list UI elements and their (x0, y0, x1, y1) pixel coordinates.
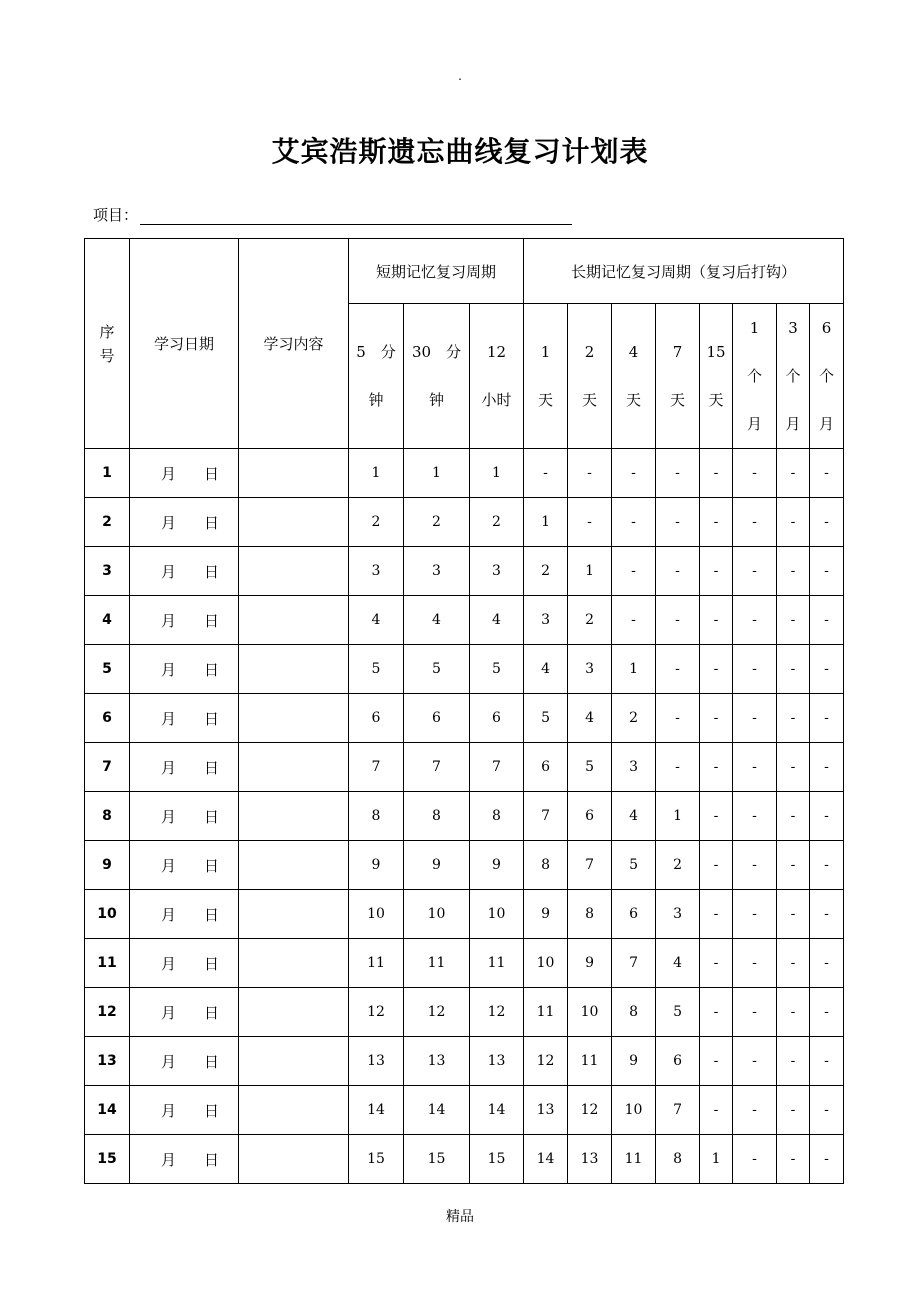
long-review-cell[interactable]: 2 (656, 841, 700, 890)
long_cols-3: 7 天 (656, 304, 700, 449)
long_cols-0: 1 天 (524, 304, 568, 449)
short-review-cell[interactable]: 7 (404, 743, 470, 792)
row-date-field[interactable] (130, 1086, 239, 1135)
long-review-cell[interactable]: - (524, 449, 568, 498)
short-review-cell[interactable]: 1 (349, 449, 404, 498)
long-review-cell[interactable]: - (700, 498, 733, 547)
long-review-cell[interactable]: 10 (612, 1086, 656, 1135)
long-review-cell[interactable]: 8 (612, 988, 656, 1037)
table-row (85, 645, 844, 694)
long-review-cell[interactable]: 13 (568, 1135, 612, 1184)
date-day-label: 日 (204, 807, 220, 826)
long-review-cell[interactable]: - (700, 645, 733, 694)
long-review-cell[interactable]: - (733, 596, 777, 645)
long-review-cell[interactable]: 10 (524, 939, 568, 988)
long-review-cell[interactable]: - (810, 988, 844, 1037)
long-review-cell[interactable]: 3 (568, 645, 612, 694)
date-day-label: 日 (204, 954, 220, 973)
row-content-field[interactable] (239, 596, 349, 645)
row-content-field[interactable] (239, 694, 349, 743)
row-date-field[interactable] (130, 1135, 239, 1184)
table-row (85, 988, 844, 1037)
long-review-cell[interactable]: - (700, 596, 733, 645)
short-review-cell[interactable]: 3 (470, 547, 524, 596)
long-review-cell[interactable]: 1 (568, 547, 612, 596)
long-review-cell[interactable]: - (700, 449, 733, 498)
long-review-cell[interactable]: - (777, 743, 810, 792)
project-label: 项目： (93, 206, 139, 224)
long-review-cell[interactable]: - (733, 939, 777, 988)
long-review-cell[interactable]: - (733, 841, 777, 890)
long_cols-2: 4 天 (612, 304, 656, 449)
long-review-cell[interactable]: - (568, 449, 612, 498)
long-review-cell[interactable]: 1 (524, 498, 568, 547)
date-day-label: 日 (204, 611, 220, 630)
long-review-cell[interactable]: 7 (524, 792, 568, 841)
long-review-cell[interactable]: 2 (524, 547, 568, 596)
long-review-cell[interactable]: - (777, 841, 810, 890)
long-review-cell[interactable]: 8 (656, 1135, 700, 1184)
table-row (85, 841, 844, 890)
date-day-label: 日 (204, 1150, 220, 1169)
long-review-cell[interactable]: 6 (568, 792, 612, 841)
long-review-cell[interactable]: 7 (612, 939, 656, 988)
long-review-cell[interactable]: 4 (568, 694, 612, 743)
short-review-cell[interactable]: 15 (404, 1135, 470, 1184)
row-content-field[interactable] (239, 890, 349, 939)
long-review-cell[interactable]: - (777, 1086, 810, 1135)
footer-text: 精品 (446, 1209, 474, 1225)
short-review-cell[interactable]: 6 (349, 694, 404, 743)
long-review-cell[interactable]: - (810, 1086, 844, 1135)
date-day-label: 日 (204, 1101, 220, 1120)
long-review-cell[interactable]: 11 (524, 988, 568, 1037)
long-review-cell[interactable]: - (733, 1037, 777, 1086)
long-review-cell[interactable]: - (777, 1135, 810, 1184)
date-month-label: 月 (160, 1150, 176, 1169)
long-review-cell[interactable]: 11 (568, 1037, 612, 1086)
page-title: 艾宾浩斯遗忘曲线复习计划表 (271, 135, 649, 168)
header-study-content: 学习内容 (239, 239, 349, 449)
short-review-cell[interactable]: 9 (349, 841, 404, 890)
long-review-cell[interactable]: - (656, 694, 700, 743)
short-review-cell[interactable]: 7 (349, 743, 404, 792)
date-day-label: 日 (204, 709, 220, 728)
short-review-cell[interactable]: 1 (404, 449, 470, 498)
short-review-cell[interactable]: 4 (404, 596, 470, 645)
date-month-label: 月 (160, 611, 176, 630)
review-plan-table (84, 238, 844, 1184)
long-review-cell[interactable]: - (656, 645, 700, 694)
date-day-label: 日 (204, 513, 220, 532)
long-review-cell[interactable]: - (733, 743, 777, 792)
row-seq: 15 (85, 1135, 130, 1184)
date-day-label: 日 (204, 660, 220, 679)
row-seq: 13 (85, 1037, 130, 1086)
long-review-cell[interactable]: 12 (568, 1086, 612, 1135)
date-month-label: 月 (160, 1052, 176, 1071)
long-review-cell[interactable]: 1 (656, 792, 700, 841)
date-day-label: 日 (204, 905, 220, 924)
table-row (85, 792, 844, 841)
long-review-cell[interactable]: - (777, 645, 810, 694)
long-review-cell[interactable]: - (700, 792, 733, 841)
row-content-field[interactable] (239, 743, 349, 792)
row-date-field[interactable] (130, 694, 239, 743)
long-review-cell[interactable]: - (777, 939, 810, 988)
long-review-cell[interactable]: 14 (524, 1135, 568, 1184)
long-review-cell[interactable]: 9 (524, 890, 568, 939)
short-review-cell[interactable]: 11 (404, 939, 470, 988)
short-review-cell[interactable]: 10 (404, 890, 470, 939)
short-review-cell[interactable]: 6 (470, 694, 524, 743)
long-review-cell[interactable]: 5 (612, 841, 656, 890)
long-review-cell[interactable]: 10 (568, 988, 612, 1037)
long-review-cell[interactable]: - (733, 1135, 777, 1184)
short-review-cell[interactable]: 8 (349, 792, 404, 841)
long-review-cell[interactable]: - (700, 1086, 733, 1135)
row-content-field[interactable] (239, 1037, 349, 1086)
row-date-field[interactable] (130, 939, 239, 988)
short-review-cell[interactable]: 14 (349, 1086, 404, 1135)
long-review-cell[interactable]: - (733, 890, 777, 939)
date-month-label: 月 (160, 758, 176, 777)
table-row (85, 939, 844, 988)
long-review-cell[interactable]: 11 (612, 1135, 656, 1184)
long-review-cell[interactable]: - (656, 547, 700, 596)
row-seq: 7 (85, 743, 130, 792)
long-review-cell[interactable]: - (733, 988, 777, 1037)
short-review-cell[interactable]: 5 (404, 645, 470, 694)
long-review-cell[interactable]: - (733, 792, 777, 841)
row-content-field[interactable] (239, 645, 349, 694)
row-date-field[interactable] (130, 449, 239, 498)
row-content-field[interactable] (239, 792, 349, 841)
short-review-cell[interactable]: 11 (470, 939, 524, 988)
long_cols-6: 3 个 月 (777, 304, 810, 449)
short-review-cell[interactable]: 5 (470, 645, 524, 694)
short-review-cell[interactable]: 14 (470, 1086, 524, 1135)
short-review-cell[interactable]: 6 (404, 694, 470, 743)
row-date-field[interactable] (130, 890, 239, 939)
date-month-label: 月 (160, 856, 176, 875)
long-review-cell[interactable]: - (733, 547, 777, 596)
short-review-cell[interactable]: 13 (470, 1037, 524, 1086)
long-review-cell[interactable]: - (810, 939, 844, 988)
long-review-cell[interactable]: - (810, 449, 844, 498)
long-review-cell[interactable]: - (700, 939, 733, 988)
long-review-cell[interactable]: 13 (524, 1086, 568, 1135)
short-review-cell[interactable]: 9 (470, 841, 524, 890)
long-review-cell[interactable]: - (612, 449, 656, 498)
row-date-field[interactable] (130, 596, 239, 645)
long-review-cell[interactable]: - (810, 547, 844, 596)
date-month-label: 月 (160, 905, 176, 924)
long-review-cell[interactable]: 2 (568, 596, 612, 645)
row-content-field[interactable] (239, 449, 349, 498)
long-review-cell[interactable]: - (777, 1037, 810, 1086)
table-row (85, 743, 844, 792)
short-review-cell[interactable]: 3 (404, 547, 470, 596)
row-date-field[interactable] (130, 547, 239, 596)
short-review-cell[interactable]: 14 (404, 1086, 470, 1135)
long-review-cell[interactable]: - (810, 1037, 844, 1086)
long_cols-5: 1 个 月 (733, 304, 777, 449)
short-review-cell[interactable]: 2 (470, 498, 524, 547)
date-day-label: 日 (204, 1003, 220, 1022)
long-review-cell[interactable]: - (612, 596, 656, 645)
long-review-cell[interactable]: - (733, 498, 777, 547)
long-review-cell[interactable]: - (810, 890, 844, 939)
long-review-cell[interactable]: 6 (524, 743, 568, 792)
table-row (85, 449, 844, 498)
long_cols-1: 2 天 (568, 304, 612, 449)
date-day-label: 日 (204, 1052, 220, 1071)
date-month-label: 月 (160, 807, 176, 826)
long-review-cell[interactable]: - (733, 449, 777, 498)
long_cols-7: 6 个 月 (810, 304, 844, 449)
long-review-cell[interactable]: 8 (568, 890, 612, 939)
row-seq: 1 (85, 449, 130, 498)
row-content-field[interactable] (239, 498, 349, 547)
date-month-label: 月 (160, 513, 176, 532)
date-month-label: 月 (160, 954, 176, 973)
long-review-cell[interactable]: - (810, 792, 844, 841)
date-day-label: 日 (204, 856, 220, 875)
long-review-cell[interactable]: 7 (656, 1086, 700, 1135)
long-review-cell[interactable]: - (777, 694, 810, 743)
short-review-cell[interactable]: 13 (349, 1037, 404, 1086)
row-content-field[interactable] (239, 939, 349, 988)
short-review-cell[interactable]: 10 (470, 890, 524, 939)
table-row (85, 547, 844, 596)
header-study-date: 学习日期 (130, 239, 239, 449)
short-review-cell[interactable]: 11 (349, 939, 404, 988)
date-month-label: 月 (160, 709, 176, 728)
long-review-cell[interactable]: - (777, 792, 810, 841)
short-review-cell[interactable]: 9 (404, 841, 470, 890)
long-review-cell[interactable]: - (777, 988, 810, 1037)
short-review-cell[interactable]: 1 (470, 449, 524, 498)
long-review-cell[interactable]: - (733, 1086, 777, 1135)
long-review-cell[interactable]: 7 (568, 841, 612, 890)
short-review-cell[interactable]: 12 (470, 988, 524, 1037)
long-review-cell[interactable]: - (733, 694, 777, 743)
long-review-cell[interactable]: - (810, 841, 844, 890)
long-review-cell[interactable]: 8 (524, 841, 568, 890)
table-row (85, 694, 844, 743)
table-row (85, 1135, 844, 1184)
long-review-cell[interactable]: 4 (612, 792, 656, 841)
short-review-cell[interactable]: 15 (349, 1135, 404, 1184)
row-date-field[interactable] (130, 645, 239, 694)
long-review-cell[interactable]: 1 (700, 1135, 733, 1184)
long-review-cell[interactable]: 9 (568, 939, 612, 988)
long-review-cell[interactable]: - (656, 743, 700, 792)
long-review-cell[interactable]: - (700, 547, 733, 596)
project-input-line[interactable] (140, 206, 572, 225)
short-review-cell[interactable]: 13 (404, 1037, 470, 1086)
top-mark: . (458, 69, 462, 83)
long-review-cell[interactable]: 5 (568, 743, 612, 792)
long-review-cell[interactable]: - (810, 596, 844, 645)
row-seq: 5 (85, 645, 130, 694)
date-month-label: 月 (160, 660, 176, 679)
long-review-cell[interactable]: 5 (656, 988, 700, 1037)
header-seq: 序 号 (85, 239, 130, 449)
long-review-cell[interactable]: 3 (612, 743, 656, 792)
long-review-cell[interactable]: - (568, 498, 612, 547)
long-review-cell[interactable]: - (810, 498, 844, 547)
row-content-field[interactable] (239, 988, 349, 1037)
long-review-cell[interactable]: 3 (524, 596, 568, 645)
long-review-cell[interactable]: - (733, 645, 777, 694)
short_cols-1: 30 分 钟 (404, 304, 470, 449)
row-seq: 8 (85, 792, 130, 841)
short-review-cell[interactable]: 12 (349, 988, 404, 1037)
row-date-field[interactable] (130, 792, 239, 841)
row-date-field[interactable] (130, 498, 239, 547)
short-review-cell[interactable]: 2 (404, 498, 470, 547)
date-day-label: 日 (204, 562, 220, 581)
long-review-cell[interactable]: 4 (656, 939, 700, 988)
short-review-cell[interactable]: 3 (349, 547, 404, 596)
table-row (85, 1086, 844, 1135)
short-review-cell[interactable]: 2 (349, 498, 404, 547)
long-review-cell[interactable]: - (700, 988, 733, 1037)
long-review-cell[interactable]: - (700, 743, 733, 792)
row-seq: 2 (85, 498, 130, 547)
row-seq: 14 (85, 1086, 130, 1135)
long-review-cell[interactable]: - (612, 547, 656, 596)
long-review-cell[interactable]: - (656, 596, 700, 645)
date-month-label: 月 (160, 1101, 176, 1120)
long-review-cell[interactable]: - (810, 1135, 844, 1184)
short-review-cell[interactable]: 8 (404, 792, 470, 841)
long-review-cell[interactable]: 4 (524, 645, 568, 694)
long-review-cell[interactable]: 6 (656, 1037, 700, 1086)
long-review-cell[interactable]: - (656, 449, 700, 498)
short-review-cell[interactable]: 8 (470, 792, 524, 841)
long-review-cell[interactable]: - (656, 498, 700, 547)
long-review-cell[interactable]: - (700, 1037, 733, 1086)
row-seq: 9 (85, 841, 130, 890)
date-day-label: 日 (204, 464, 220, 483)
row-content-field[interactable] (239, 547, 349, 596)
table-row (85, 596, 844, 645)
project-field (93, 204, 572, 225)
date-month-label: 月 (160, 1003, 176, 1022)
long-review-cell[interactable]: - (777, 890, 810, 939)
long-review-cell[interactable]: 6 (612, 890, 656, 939)
short-review-cell[interactable]: 4 (349, 596, 404, 645)
short-review-cell[interactable]: 4 (470, 596, 524, 645)
date-month-label: 月 (160, 464, 176, 483)
row-seq: 3 (85, 547, 130, 596)
table-row (85, 1037, 844, 1086)
long-review-cell[interactable]: - (777, 498, 810, 547)
row-seq: 12 (85, 988, 130, 1037)
short_cols-0: 5 分 钟 (349, 304, 404, 449)
long-review-cell[interactable]: - (700, 694, 733, 743)
long-review-cell[interactable]: - (777, 596, 810, 645)
long-review-cell[interactable]: - (810, 645, 844, 694)
row-date-field[interactable] (130, 743, 239, 792)
long_cols-4: 15 天 (700, 304, 733, 449)
short-review-cell[interactable]: 12 (404, 988, 470, 1037)
long-review-cell[interactable]: - (810, 694, 844, 743)
long-review-cell[interactable]: 5 (524, 694, 568, 743)
row-content-field[interactable] (239, 841, 349, 890)
row-date-field[interactable] (130, 841, 239, 890)
long-review-cell[interactable]: 12 (524, 1037, 568, 1086)
date-month-label: 月 (160, 562, 176, 581)
row-seq: 6 (85, 694, 130, 743)
header-long-term: 长期记忆复习周期（复习后打钩） (524, 239, 844, 304)
row-content-field[interactable] (239, 1135, 349, 1184)
short_cols-2: 12 小时 (470, 304, 524, 449)
long-review-cell[interactable]: - (700, 890, 733, 939)
long-review-cell[interactable]: - (777, 547, 810, 596)
row-seq: 11 (85, 939, 130, 988)
long-review-cell[interactable]: 3 (656, 890, 700, 939)
date-day-label: 日 (204, 758, 220, 777)
long-review-cell[interactable]: - (777, 449, 810, 498)
long-review-cell[interactable]: - (700, 841, 733, 890)
short-review-cell[interactable]: 15 (470, 1135, 524, 1184)
short-review-cell[interactable]: 5 (349, 645, 404, 694)
long-review-cell[interactable]: 1 (612, 645, 656, 694)
short-review-cell[interactable]: 7 (470, 743, 524, 792)
row-date-field[interactable] (130, 1037, 239, 1086)
table-row (85, 498, 844, 547)
long-review-cell[interactable]: - (810, 743, 844, 792)
row-content-field[interactable] (239, 1086, 349, 1135)
long-review-cell[interactable]: 9 (612, 1037, 656, 1086)
long-review-cell[interactable]: - (612, 498, 656, 547)
row-date-field[interactable] (130, 988, 239, 1037)
table-row (85, 890, 844, 939)
row-seq: 10 (85, 890, 130, 939)
header-short-term: 短期记忆复习周期 (349, 239, 524, 304)
short-review-cell[interactable]: 10 (349, 890, 404, 939)
long-review-cell[interactable]: 2 (612, 694, 656, 743)
row-seq: 4 (85, 596, 130, 645)
